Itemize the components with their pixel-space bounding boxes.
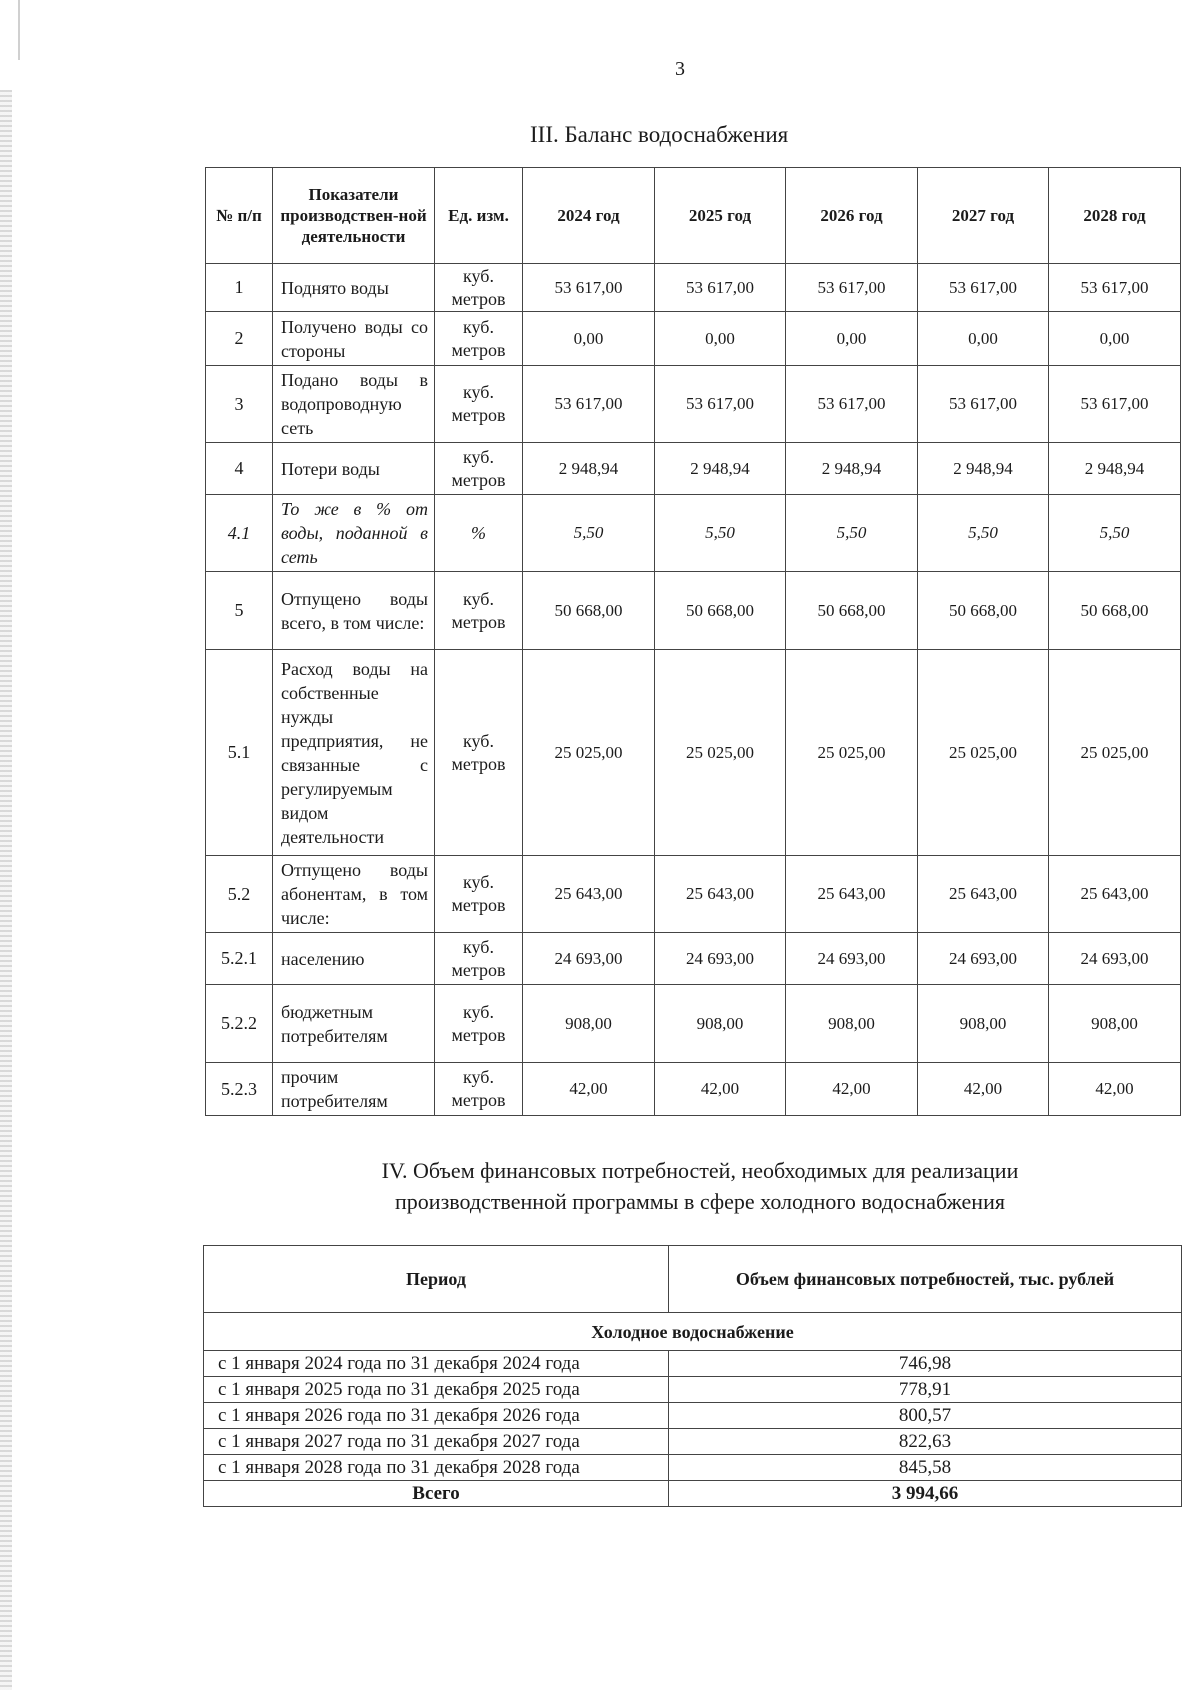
- row-value: 25 025,00: [918, 650, 1049, 856]
- row-indicator: бюджетным потребителям: [273, 985, 435, 1063]
- table-row: [206, 856, 1181, 933]
- row-value: 908,00: [523, 985, 655, 1063]
- row-value: 5,50: [655, 495, 786, 572]
- row-number: 5: [206, 572, 273, 650]
- row-value: 53 617,00: [1049, 264, 1181, 312]
- row-value: 0,00: [918, 312, 1049, 366]
- row-value: 53 617,00: [918, 264, 1049, 312]
- row-value: 5,50: [523, 495, 655, 572]
- row-value: 50 668,00: [523, 572, 655, 650]
- header-year: 2026 год: [786, 168, 918, 264]
- row-unit: куб. метров: [435, 366, 523, 443]
- row-amount: 822,63: [669, 1429, 1182, 1455]
- row-value: 25 643,00: [918, 856, 1049, 933]
- row-unit: куб. метров: [435, 264, 523, 312]
- row-period: с 1 января 2028 года по 31 декабря 2028 года: [204, 1455, 669, 1481]
- row-value: 24 693,00: [655, 933, 786, 985]
- row-value: 42,00: [786, 1063, 918, 1116]
- row-value: 2 948,94: [786, 443, 918, 495]
- table-row: [204, 1377, 1182, 1403]
- row-indicator: Подано воды в водопроводную сеть: [273, 366, 435, 443]
- row-unit: куб. метров: [435, 933, 523, 985]
- header-year: 2027 год: [918, 168, 1049, 264]
- section3-title: III. Баланс водоснабжения: [530, 122, 789, 147]
- row-value: 25 025,00: [523, 650, 655, 856]
- row-value: 5,50: [918, 495, 1049, 572]
- section4-title-line1: IV. Объем финансовых потребностей, необходимых для реализации: [381, 1158, 1019, 1183]
- row-number: 3: [206, 366, 273, 443]
- row-period: с 1 января 2026 года по 31 декабря 2026 года: [204, 1403, 669, 1429]
- section4-title-line2: производственной программы в сфере холодного водоснабжения: [395, 1189, 1005, 1214]
- row-number: 2: [206, 312, 273, 366]
- row-value: 53 617,00: [523, 366, 655, 443]
- row-value: 908,00: [786, 985, 918, 1063]
- row-unit: куб. метров: [435, 1063, 523, 1116]
- row-amount: 746,98: [669, 1351, 1182, 1377]
- row-indicator: То же в % от воды, поданной в сеть: [273, 495, 435, 572]
- table-row: [206, 312, 1181, 366]
- row-value: 2 948,94: [523, 443, 655, 495]
- row-value: 25 025,00: [655, 650, 786, 856]
- header-year: 2025 год: [655, 168, 786, 264]
- row-value: 50 668,00: [786, 572, 918, 650]
- table-row: [206, 650, 1181, 856]
- table-header-row: [206, 168, 1181, 264]
- table-row: [206, 443, 1181, 495]
- row-unit: куб. метров: [435, 985, 523, 1063]
- table-row: [204, 1455, 1182, 1481]
- row-value: 53 617,00: [786, 366, 918, 443]
- row-period: с 1 января 2024 года по 31 декабря 2024 года: [204, 1351, 669, 1377]
- row-period: с 1 января 2025 года по 31 декабря 2025 года: [204, 1377, 669, 1403]
- row-unit: куб. метров: [435, 572, 523, 650]
- row-value: 25 643,00: [1049, 856, 1181, 933]
- row-value: 0,00: [786, 312, 918, 366]
- row-number: 5.2.3: [206, 1063, 273, 1116]
- row-number: 5.1: [206, 650, 273, 856]
- row-value: 25 643,00: [523, 856, 655, 933]
- row-unit: куб. метров: [435, 443, 523, 495]
- table-row: [206, 264, 1181, 312]
- row-number: 5.2: [206, 856, 273, 933]
- table-row: [206, 572, 1181, 650]
- table-row: [204, 1403, 1182, 1429]
- row-value: 908,00: [1049, 985, 1181, 1063]
- row-value: 2 948,94: [1049, 443, 1181, 495]
- row-value: 42,00: [655, 1063, 786, 1116]
- row-indicator: Поднято воды: [273, 264, 435, 312]
- row-value: 24 693,00: [523, 933, 655, 985]
- table-row: [204, 1429, 1182, 1455]
- row-value: 53 617,00: [655, 264, 786, 312]
- header-amount: Объем финансовых потребностей, тыс. рублей: [669, 1246, 1182, 1313]
- row-value: 0,00: [655, 312, 786, 366]
- row-unit: куб. метров: [435, 312, 523, 366]
- row-indicator: Расход воды на собственные нужды предприятия, не связанные с регулируемым видом деятельности: [273, 650, 435, 856]
- water-balance-table: [205, 167, 1181, 1116]
- row-value: 50 668,00: [655, 572, 786, 650]
- header-year: 2024 год: [523, 168, 655, 264]
- row-value: 24 693,00: [1049, 933, 1181, 985]
- row-value: 25 643,00: [786, 856, 918, 933]
- row-indicator: Отпущено воды всего, в том числе:: [273, 572, 435, 650]
- row-value: 908,00: [918, 985, 1049, 1063]
- row-number: 5.2.1: [206, 933, 273, 985]
- row-amount: 800,57: [669, 1403, 1182, 1429]
- header-indicator: Показатели производствен-ной деятельности: [273, 168, 435, 264]
- header-no: № п/п: [206, 168, 273, 264]
- row-indicator: Отпущено воды абонентам, в том числе:: [273, 856, 435, 933]
- header-period: Период: [204, 1246, 669, 1313]
- financial-needs-table: [203, 1245, 1182, 1507]
- row-period: с 1 января 2027 года по 31 декабря 2027 года: [204, 1429, 669, 1455]
- row-value: 25 025,00: [1049, 650, 1181, 856]
- scan-edge-mark: [18, 0, 20, 60]
- row-value: 2 948,94: [918, 443, 1049, 495]
- row-unit: куб. метров: [435, 856, 523, 933]
- row-value: 50 668,00: [918, 572, 1049, 650]
- row-value: 53 617,00: [1049, 366, 1181, 443]
- row-value: 2 948,94: [655, 443, 786, 495]
- row-indicator: Потери воды: [273, 443, 435, 495]
- group-row: [204, 1313, 1182, 1351]
- row-indicator: Получено воды со стороны: [273, 312, 435, 366]
- row-amount: 778,91: [669, 1377, 1182, 1403]
- row-number: 4.1: [206, 495, 273, 572]
- row-value: 24 693,00: [918, 933, 1049, 985]
- row-unit: %: [435, 495, 523, 572]
- group-label: Холодное водоснабжение: [204, 1313, 1182, 1351]
- row-value: 53 617,00: [918, 366, 1049, 443]
- row-value: 42,00: [523, 1063, 655, 1116]
- row-indicator: прочим потребителям: [273, 1063, 435, 1116]
- row-value: 53 617,00: [786, 264, 918, 312]
- row-value: 24 693,00: [786, 933, 918, 985]
- row-unit: куб. метров: [435, 650, 523, 856]
- row-number: 5.2.2: [206, 985, 273, 1063]
- header-year: 2028 год: [1049, 168, 1181, 264]
- total-label: Всего: [204, 1481, 669, 1507]
- table-row: [206, 933, 1181, 985]
- section4-title: [200, 1155, 1200, 1217]
- row-amount: 845,58: [669, 1455, 1182, 1481]
- table-row: [206, 495, 1181, 572]
- row-value: 5,50: [786, 495, 918, 572]
- row-number: 1: [206, 264, 273, 312]
- row-value: 5,50: [1049, 495, 1181, 572]
- row-indicator: населению: [273, 933, 435, 985]
- row-value: 53 617,00: [655, 366, 786, 443]
- row-value: 50 668,00: [1049, 572, 1181, 650]
- row-value: 25 025,00: [786, 650, 918, 856]
- table-row: [206, 1063, 1181, 1116]
- row-value: 908,00: [655, 985, 786, 1063]
- row-number: 4: [206, 443, 273, 495]
- table-row: [206, 985, 1181, 1063]
- header-unit: Ед. изм.: [435, 168, 523, 264]
- page-number: 3: [675, 58, 685, 80]
- row-value: 0,00: [1049, 312, 1181, 366]
- row-value: 25 643,00: [655, 856, 786, 933]
- table-header-row: [204, 1246, 1182, 1313]
- scan-edge-artifact: [0, 90, 12, 1690]
- row-value: 42,00: [918, 1063, 1049, 1116]
- row-value: 53 617,00: [523, 264, 655, 312]
- table-row: [206, 366, 1181, 443]
- table-row: [204, 1351, 1182, 1377]
- row-value: 0,00: [523, 312, 655, 366]
- total-amount: 3 994,66: [669, 1481, 1182, 1507]
- row-value: 42,00: [1049, 1063, 1181, 1116]
- total-row: [204, 1481, 1182, 1507]
